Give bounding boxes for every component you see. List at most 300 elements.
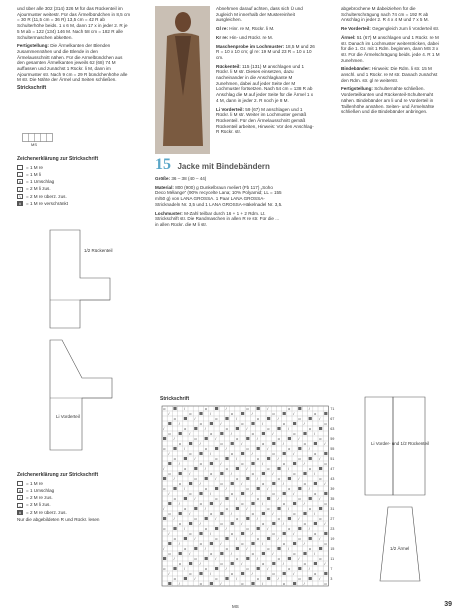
chart-stitch-symbol (314, 482, 317, 485)
chart-stitch-symbol: / (298, 556, 300, 561)
col4-rueck (216, 64, 316, 104)
chart-stitch-symbol (298, 407, 301, 410)
chart-stitch-symbol: o (267, 466, 270, 471)
chart-stitch-symbol: o (194, 436, 197, 441)
chart-stitch-symbol: / (199, 441, 201, 446)
chart-stitch-symbol: / (272, 511, 274, 516)
front-back-label: Li Vorder- und 1/2 Rückenteil (371, 441, 430, 446)
bind-label: Bindebänder: (341, 66, 371, 72)
chart-stitch-symbol (246, 557, 249, 560)
knitting-chart (160, 404, 340, 594)
chart-stitch-symbol: o (230, 451, 234, 456)
chart-row-number: 3 (330, 577, 333, 581)
chart-row-number: 55 (330, 447, 335, 451)
chart-stitch-symbol: / (246, 506, 248, 511)
chart-stitch-symbol: / (194, 496, 196, 501)
purl-two-together-icon: – (18, 502, 22, 508)
chart-stitch-symbol: o (210, 551, 213, 556)
chart-stitch-symbol: o (277, 476, 280, 481)
chart-stitch-symbol (199, 492, 202, 495)
chart-stitch-symbol: / (225, 526, 227, 531)
chart-stitch-symbol (194, 507, 197, 510)
purl-two-together-icon: / (17, 187, 23, 192)
chart-stitch-symbol: / (277, 496, 279, 501)
chart-stitch-symbol: o (178, 441, 182, 446)
chart-stitch-symbol: o (288, 406, 291, 411)
chart-stitch-symbol: o (220, 441, 223, 446)
chart-stitch-symbol (199, 572, 202, 575)
front-back-schematic (345, 395, 445, 500)
chart-stitch-symbol (277, 547, 280, 550)
chart-stitch-symbol: / (236, 416, 238, 421)
chart-stitch-symbol: / (246, 466, 248, 471)
chart-stitch-symbol: / (277, 456, 279, 461)
chart-stitch-symbol: o (204, 486, 208, 491)
chart-stitch-symbol: / (282, 521, 284, 526)
chart-stitch-symbol (314, 562, 317, 565)
chart-stitch-symbol: o (189, 451, 192, 456)
chart-stitch-symbol: o (163, 526, 166, 531)
chart-stitch-symbol (168, 582, 171, 585)
legend-2-item (17, 502, 131, 508)
chart-stitch-symbol: / (241, 521, 243, 526)
chart-stitch-symbol: o (215, 536, 218, 541)
chart-stitch-symbol (314, 442, 317, 445)
chart-stitch-symbol (215, 447, 218, 450)
chart-stitch-symbol (241, 572, 244, 575)
chart-row-number: 47 (330, 467, 335, 471)
legend-block-1 (17, 154, 131, 208)
chart-stitch-symbol: o (199, 421, 202, 426)
chart-stitch-symbol: o (288, 526, 291, 531)
chart-stitch-symbol (246, 437, 249, 440)
chart-stitch-symbol (225, 497, 228, 500)
col4-livd (216, 107, 316, 136)
chart-stitch-symbol: / (230, 471, 232, 476)
chart-stitch-symbol: o (236, 516, 239, 521)
chart-stitch-symbol: / (293, 491, 295, 496)
col1-p2-text: Die Ärmelkanten der Blenden zusammennähen und die Blende in den Ärmelausschnitt nähen. Für die Armelbündchen aus den gesamten Ärmelkanten jeweils 62 (68) 74 M auffassen und zunächst 1 Rückr. li M, dann im Ajourmuster str. Nach 9 cm = 29 R bündchenhöhe alle M str. Die Nähte der Ärmel und Seiten schließen. (17, 43, 128, 83)
chart-stitch-symbol: o (319, 436, 322, 441)
chart-stitch-symbol (319, 547, 322, 550)
chart-stitch-symbol: o (262, 521, 265, 526)
chart-stitch-symbol: o (184, 506, 187, 511)
front-schematic (20, 338, 140, 458)
chart-stitch-symbol (298, 487, 301, 490)
pattern-number: 15 (155, 156, 171, 173)
livd-label: Li Vorderteil: (216, 106, 244, 112)
legend-1-text: = 1 M li (26, 171, 41, 177)
chart-stitch-symbol: o (199, 501, 202, 506)
chart-stitch-symbol: o (199, 541, 202, 546)
chart-stitch-symbol (319, 427, 322, 430)
chart-stitch-symbol (324, 532, 327, 535)
col4-kr (216, 35, 316, 41)
chart-stitch-symbol (283, 492, 286, 495)
chart-stitch-symbol: o (293, 471, 296, 476)
chart-stitch-symbol (179, 552, 182, 555)
chart-stitch-symbol: / (267, 446, 269, 451)
chart-stitch-symbol (293, 502, 296, 505)
chart-stitch-symbol: / (210, 411, 212, 416)
chart-stitch-symbol: o (178, 561, 182, 566)
chart-stitch-symbol (163, 437, 166, 440)
chart-stitch-symbol: / (163, 546, 165, 551)
chart-stitch-symbol (199, 412, 202, 415)
chart-stitch-symbol: / (184, 566, 186, 571)
yarn-over-icon: o (18, 179, 22, 185)
chart-stitch-symbol: o (236, 476, 239, 481)
chart-stitch-symbol: o (319, 476, 322, 481)
chart-row-number: 31 (330, 507, 335, 511)
chart-stitch-symbol: o (303, 481, 306, 486)
chart-stitch-symbol: o (241, 581, 244, 586)
chart-stitch-symbol: / (204, 466, 206, 471)
chart-stitch-symbol: / (194, 576, 196, 581)
chart-stitch-symbol: o (241, 461, 244, 466)
chart-stitch-symbol: / (246, 546, 248, 551)
chart-stitch-symbol: / (225, 486, 227, 491)
chart-stitch-symbol: o (298, 576, 301, 581)
chart-stitch-symbol (210, 422, 213, 425)
chart-row-number: 51 (330, 457, 335, 461)
chart-row-number: 35 (330, 497, 335, 501)
col5-aermel (341, 35, 444, 64)
rvd-value: Gegengleich zum li Vorderteil str. (372, 26, 440, 32)
chart-stitch-symbol: / (225, 566, 227, 571)
rvd-label: Re Vorderteil: (341, 26, 371, 32)
chart-stitch-symbol: o (173, 416, 176, 421)
size-label: Größe: (155, 176, 171, 181)
material-value: 800 (900) g Dunkelbraun meliert (Fb 117) „Soho Deco Mélange“ (90% recycelte Lana; 10% Polyamid; LL = 155 m/50 g) von LANA GROSSA. 1 Paar LANA GROSSA-Stricknadeln Nr. 3,5 und 1 LANA GROSSA-Häkelnadel Nr. 3,5. (155, 184, 283, 207)
col4-gl (216, 26, 316, 32)
legend-2-item (17, 510, 131, 516)
chart-stitch-symbol: / (173, 516, 175, 521)
legend-2-text: = 2 M li zus. (26, 502, 51, 508)
chart-stitch-symbol: o (215, 456, 218, 461)
chart-stitch-symbol: / (298, 516, 300, 521)
chart-stitch-symbol: o (319, 516, 322, 521)
chart-stitch-symbol: o (220, 561, 223, 566)
chart-stitch-symbol: o (189, 411, 192, 416)
chart-stitch-symbol: o (324, 421, 327, 426)
chart-stitch-symbol: / (168, 451, 170, 456)
chart-stitch-symbol: o (163, 486, 166, 491)
chart-stitch-symbol: o (277, 556, 280, 561)
chart-stitch-symbol: / (308, 486, 310, 491)
chart-stitch-symbol: o (256, 416, 260, 421)
chart-stitch-symbol: o (314, 531, 317, 536)
chart-stitch-symbol: / (194, 416, 196, 421)
chart-stitch-symbol: o (267, 546, 270, 551)
chart-stitch-symbol (303, 512, 306, 515)
size-value: 36 – 38 (40 – 44) (171, 176, 207, 181)
chart-stitch-symbol: o (163, 446, 166, 451)
chart-stitch-symbol: / (178, 461, 180, 466)
lochmuster-value: M-Zahl teilbar durch 16 + 1 + 2 Rdm. Lt. Strickschrift str. Die Randmaschen in allen R re str. Für die ... in allen Rückr. die M li str. (155, 210, 280, 227)
chart-title: Strickschrift (160, 396, 190, 402)
legend-1-item (17, 179, 131, 185)
chart-stitch-symbol: o (173, 536, 176, 541)
chart-stitch-symbol (194, 427, 197, 430)
chart-stitch-symbol (205, 477, 208, 480)
chart-stitch-symbol: / (319, 576, 321, 581)
legend-1-list (17, 165, 131, 207)
col5-bind (341, 66, 444, 83)
chart-stitch-symbol: / (308, 526, 310, 531)
chart-stitch-symbol (241, 532, 244, 535)
chart-stitch-symbol: / (288, 466, 290, 471)
chart-stitch-symbol: o (178, 481, 182, 486)
chart-stitch-symbol (288, 557, 291, 560)
chart-stitch-symbol: / (303, 501, 305, 506)
chart-stitch-symbol (262, 512, 265, 515)
chart-stitch-symbol (309, 577, 312, 580)
chart-stitch-symbol (309, 537, 312, 540)
chart-stitch-symbol (241, 492, 244, 495)
chart-stitch-symbol: / (251, 451, 253, 456)
chart-stitch-symbol: / (324, 521, 326, 526)
legend-2-item (17, 488, 131, 494)
chart-stitch-symbol: / (220, 421, 222, 426)
chart-stitch-symbol (220, 432, 223, 435)
chart-row-number: 23 (330, 527, 335, 531)
chart-stitch-symbol: o (282, 501, 286, 506)
chart-stitch-symbol: / (204, 506, 206, 511)
chart-stitch-symbol: o (314, 571, 317, 576)
chart-stitch-symbol: o (230, 411, 234, 416)
chart-row-number: 63 (330, 427, 335, 431)
chart-stitch-symbol (168, 422, 171, 425)
size-paragraph (155, 176, 283, 182)
chart-stitch-symbol: o (230, 571, 234, 576)
chart-stitch-symbol (220, 472, 223, 475)
chart-stitch-symbol: o (194, 556, 197, 561)
chart-stitch-symbol: o (178, 521, 182, 526)
chart-stitch-symbol (236, 547, 239, 550)
chart-stitch-symbol (215, 567, 218, 570)
lochmuster-label: Lochmuster: (155, 210, 183, 216)
chart-stitch-symbol (288, 477, 291, 480)
chart-stitch-symbol: / (298, 436, 300, 441)
chart-stitch-symbol (272, 522, 275, 525)
aermel-label: Ärmel: (341, 34, 356, 40)
chart-stitch-symbol: / (204, 546, 206, 551)
chart-stitch-symbol: o (282, 581, 286, 586)
chart-stitch-symbol (267, 417, 270, 420)
chart-stitch-symbol: / (173, 436, 175, 441)
chart-stitch-symbol (179, 432, 182, 435)
chart-stitch-symbol (163, 477, 166, 480)
chart-stitch-symbol: o (298, 456, 301, 461)
chart-stitch-symbol: / (288, 546, 290, 551)
chart-stitch-symbol: o (267, 426, 270, 431)
chart-stitch-symbol: / (277, 416, 279, 421)
chart-stitch-symbol: / (236, 496, 238, 501)
chart-stitch-symbol: / (314, 471, 316, 476)
chart-stitch-symbol (168, 542, 171, 545)
chart-stitch-symbol: / (267, 406, 269, 411)
chart-stitch-symbol: / (308, 446, 310, 451)
chart-stitch-symbol: o (272, 531, 275, 536)
chart-stitch-symbol (194, 547, 197, 550)
chart-stitch-symbol (231, 482, 234, 485)
chart-stitch-symbol: o (173, 576, 176, 581)
chart-stitch-symbol: / (303, 461, 305, 466)
chart-stitch-symbol: / (215, 476, 217, 481)
chart-stitch-symbol (189, 562, 192, 565)
chart-row-number: 11 (330, 557, 335, 561)
chart-stitch-symbol (283, 572, 286, 575)
chart-stitch-symbol: o (303, 561, 306, 566)
chart-stitch-symbol: / (230, 551, 232, 556)
pattern-info (155, 176, 283, 228)
chart-stitch-symbol: / (189, 511, 191, 516)
livd-value: 59 (67) M anschlagen und 1 Rückr. li M str. Weiter im Lochmuster gemäß Rückenteil. Für den Ärmelausschnitt gemäß Rückenteil arbeiten, Hinweis: Vor den Anschlag-R Rückr. str. (216, 106, 314, 135)
chart-stitch-symbol (184, 417, 187, 420)
chart-stitch-symbol: o (220, 481, 223, 486)
chart-stitch-symbol (215, 407, 218, 410)
chart-stitch-symbol: o (324, 541, 327, 546)
chart-stitch-symbol: o (189, 531, 192, 536)
chart-stitch-symbol: / (319, 456, 321, 461)
chart-stitch-symbol: / (308, 406, 310, 411)
knit-two-together-icon: / (17, 495, 23, 500)
chart-stitch-symbol (324, 572, 327, 575)
chart-stitch-symbol (309, 417, 312, 420)
rueck-value: 115 (131) M anschlagen und 1 Rückr. li M str. Dieses einsetzen, dazu nacheinander in die Anschlagkante M zunehmen, dabei auf jeder Seite der M Lochmuster fortsetzen. Nach 54 cm = 138 R ab Anschlag die M auf jeder Seite für die Ärmel 1 x 4 M, dann in jeder 2. R noch je 8 M. (216, 63, 314, 103)
chart-stitch-symbol (272, 442, 275, 445)
chart-stitch-symbol: o (204, 406, 208, 411)
chart-stitch-symbol (215, 487, 218, 490)
chart-stitch-symbol: / (251, 571, 253, 576)
chart-stitch-symbol: / (199, 561, 201, 566)
chart-stitch-symbol: / (163, 426, 165, 431)
chart-stitch-symbol (324, 412, 327, 415)
chart-stitch-symbol (251, 502, 254, 505)
chart-stitch-symbol: o (199, 461, 202, 466)
chart-stitch-symbol (303, 472, 306, 475)
chart-stitch-symbol (163, 557, 166, 560)
chart-stitch-symbol: o (215, 496, 218, 501)
chart-stitch-symbol (210, 462, 213, 465)
chart-stitch-symbol: / (215, 556, 217, 561)
chart-row-number: 59 (330, 437, 335, 441)
knit-stitch-icon (17, 165, 23, 170)
chart-ms: MS (232, 604, 239, 609)
chart-stitch-symbol (251, 582, 254, 585)
chart-stitch-symbol: / (319, 536, 321, 541)
chart-stitch-symbol: / (236, 456, 238, 461)
col1-chart-heading: Strickschrift (17, 85, 47, 92)
chart-stitch-symbol: o (230, 491, 234, 496)
chart-stitch-symbol: / (178, 541, 180, 546)
chart-stitch-symbol (283, 452, 286, 455)
chart-stitch-symbol (173, 447, 176, 450)
legend-block-2 (17, 470, 131, 526)
chart-stitch-symbol: / (189, 551, 191, 556)
legend-2-note: Nur die abgebildeten R und Rückr. lesen (17, 517, 100, 523)
chart-stitch-symbol: o (241, 501, 244, 506)
chart-stitch-symbol: / (293, 531, 295, 536)
chart-stitch-symbol (251, 462, 254, 465)
chart-stitch-symbol: o (277, 516, 280, 521)
chart-stitch-symbol: o (277, 436, 280, 441)
sleeve-schematic (360, 505, 440, 585)
chart-row-number: 71 (330, 407, 335, 411)
col4-text-1: Abnehmen darauf achten, dass sich Ü und zugleich M innerhalb der Mustereinheit ausgleichen. (216, 6, 303, 23)
chart-stitch-symbol: o (204, 566, 208, 571)
chart-stitch-symbol: / (314, 431, 316, 436)
back-schematic (20, 228, 140, 333)
chart-stitch-symbol (205, 517, 208, 520)
chart-stitch-symbol: / (314, 551, 316, 556)
col5-fert (341, 86, 444, 115)
chart-stitch-symbol: o (225, 466, 228, 471)
chart-stitch-symbol (189, 442, 192, 445)
chart-stitch-symbol: o (199, 581, 202, 586)
chart-stitch-symbol (231, 522, 234, 525)
chart-stitch-symbol (210, 582, 213, 585)
chart-stitch-symbol (179, 512, 182, 515)
chart-stitch-symbol: o (319, 556, 322, 561)
chart-stitch-symbol (173, 567, 176, 570)
chart-stitch-symbol: o (225, 546, 228, 551)
chart-stitch-symbol: o (163, 566, 166, 571)
chart-stitch-symbol: / (262, 421, 264, 426)
chart-stitch-symbol: o (288, 446, 291, 451)
chart-stitch-symbol: / (303, 421, 305, 426)
chart-stitch-symbol: o (246, 566, 249, 571)
pattern-title-row (155, 156, 285, 174)
chart-stitch-symbol: o (256, 456, 260, 461)
chart-stitch-symbol (225, 537, 228, 540)
chart-stitch-symbol (309, 497, 312, 500)
chart-stitch-symbol: o (184, 426, 187, 431)
chart-row-number: 15 (330, 547, 335, 551)
chart-stitch-symbol (298, 527, 301, 530)
legend-1-text: = 1 M re (26, 164, 43, 170)
chart-stitch-symbol: / (314, 511, 316, 516)
chart-stitch-symbol (257, 567, 260, 570)
chart-stitch-symbol: o (236, 436, 239, 441)
chart-stitch-symbol (293, 422, 296, 425)
chart-stitch-symbol: / (262, 501, 264, 506)
chart-stitch-symbol (314, 522, 317, 525)
material-label: Material: (155, 184, 174, 190)
chart-stitch-symbol (231, 562, 234, 565)
rueck-label: Rückenteil: (216, 63, 241, 69)
chart-stitch-symbol: o (251, 511, 254, 516)
chart-row-number: 7 (330, 567, 333, 571)
chart-stitch-symbol: o (168, 471, 171, 476)
column-4 (216, 6, 316, 138)
chart-stitch-symbol: o (267, 506, 270, 511)
chart-stitch-symbol: / (267, 526, 269, 531)
chart-stitch-symbol: o (168, 431, 171, 436)
chart-stitch-symbol (262, 472, 265, 475)
chart-stitch-symbol: o (204, 446, 208, 451)
chart-stitch-symbol (288, 437, 291, 440)
chart-stitch-symbol (199, 532, 202, 535)
chart-stitch-symbol: / (262, 581, 264, 586)
chart-stitch-symbol: o (184, 466, 187, 471)
chart-stitch-symbol: o (241, 541, 244, 546)
legend-1-text: = 2 M re überz. zus. (26, 193, 67, 199)
chart-stitch-symbol (298, 447, 301, 450)
knit-stitch-icon (17, 481, 23, 486)
chart-stitch-symbol (199, 452, 202, 455)
